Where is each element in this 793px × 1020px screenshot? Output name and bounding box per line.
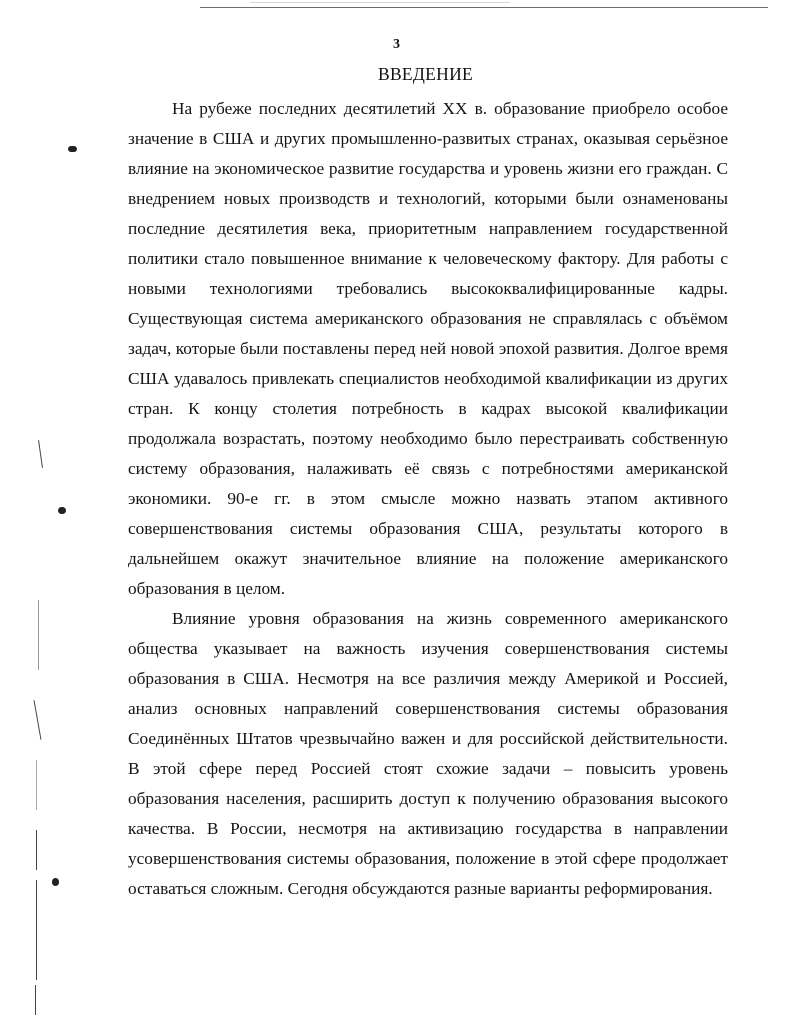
scan-artifact-line	[250, 2, 510, 3]
section-title: ВВЕДЕНИЕ	[377, 64, 474, 84]
scan-edge-line	[36, 880, 37, 980]
binding-hole-mark	[52, 878, 59, 886]
scan-edge-line	[36, 760, 37, 810]
scan-edge-line	[35, 985, 36, 1015]
binding-hole-mark	[58, 507, 66, 514]
scan-edge-line	[38, 600, 39, 670]
document-body	[128, 94, 728, 904]
scan-edge-line	[34, 700, 42, 740]
paragraph-2: Влияние уровня образования на жизнь современного американского общества указывает на важность изучения совершенствования системы образования в США. Несмотря на все различия между Америкой и Россией, анализ основных направлений совершенствования системы образования Соединённых Штатов чрезвычайно важен и для российской действительности. В этой сфере перед Россией стоят схожие задачи – повысить уровень образования населения, расширить доступ к получению образования высокого качества. В России, несмотря на активизацию государства в направлении усовершенствования системы образования, положение в этой сфере продолжает оставаться сложным. Сегодня обсуждаются разные варианты реформирования.	[128, 609, 728, 898]
paragraph-1: На рубеже последних десятилетий XX в. образование приобрело особое значение в США и других промышленно-развитых странах, оказывая серьёзное влияние на экономическое развитие государства и уровень жизни его граждан. С внедрением новых производств и технологий, которыми были ознаменованы последние десятилетия века, приоритетным направлением государственной политики стало повышенное внимание к человеческому фактору. Для работы с новыми технологиями требовались высококвалифицированные кадры. Существующая система американского образования не справлялась с объёмом задач, которые были поставлены перед ней новой эпохой развития. Долгое время США удавалось привлекать специалистов необходимой квалификации из других стран. К концу столетия потребность в кадрах высокой квалификации продолжала возрастать, поэтому необходимо было перестраивать собственную систему образования, налаживать её связь с потребностями американской экономики. 90-е гг. в этом смысле можно назвать этапом активного совершенствования системы образования США, результаты которого в дальнейшем окажут значительное влияние на положение американского образования в целом.	[128, 99, 728, 598]
top-rule	[200, 7, 768, 8]
page-number: 3	[393, 37, 400, 52]
scan-edge-line	[36, 830, 37, 870]
scan-edge-line	[38, 440, 43, 468]
binding-hole-mark	[68, 146, 77, 152]
